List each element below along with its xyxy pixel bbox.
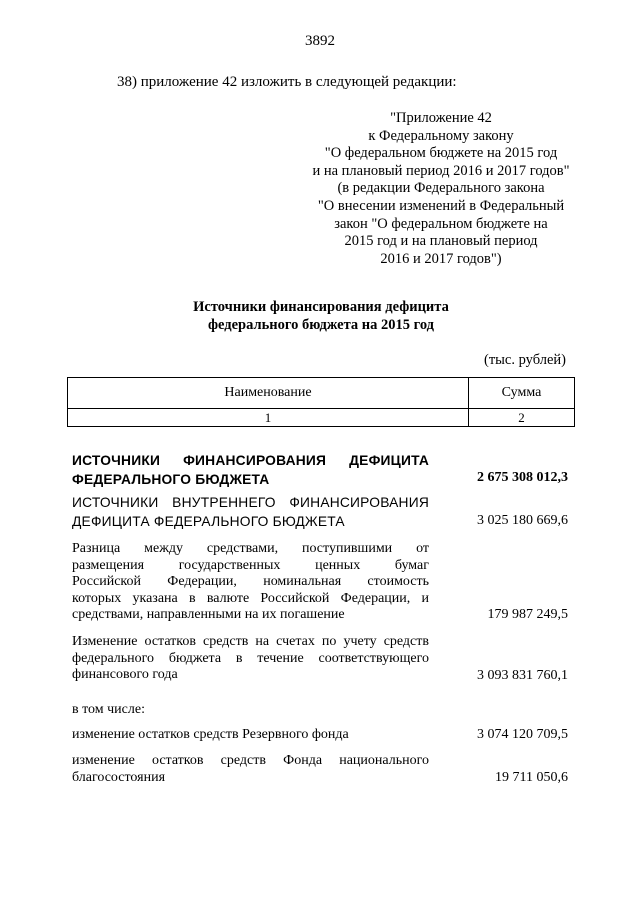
appendix-note (300, 110, 582, 268)
row-amount: 2 675 308 012,3 (477, 470, 568, 485)
appendix-line: и на плановый период 2016 и 2017 годов" (312, 162, 570, 179)
title-line-1: Источники финансирования дефицита (193, 299, 449, 315)
title-line-2: федерального бюджета на 2015 год (207, 316, 434, 333)
units-label: (тыс. рублей) (484, 352, 566, 368)
appendix-line: закон "О федеральном бюджете на (334, 215, 548, 232)
appendix-line: "Приложение 42 (390, 110, 492, 126)
row-name: Изменение остатков средств на счетах по учету средств федерального бюджета в течение соответствующего финансового года (72, 634, 429, 683)
row-amount: 19 711 050,6 (495, 770, 568, 785)
row-name: изменение остатков средств Резервного фонда (72, 727, 349, 742)
column-header-amount: Сумма (469, 378, 575, 409)
row-name: изменение остатков средств Фонда национального благосостояния (72, 753, 429, 785)
row-name: ИСТОЧНИКИ ФИНАНСИРОВАНИЯ ДЕФИЦИТА ФЕДЕРАЛЬНОГО БЮДЖЕТА (72, 453, 429, 487)
appendix-line: (в редакции Федерального закона (337, 180, 545, 197)
appendix-line: "О федеральном бюджете на 2015 год (324, 145, 558, 162)
page-number: 3892 (305, 33, 335, 49)
document-title (130, 299, 512, 335)
appendix-line: "О внесении изменений в Федеральный (317, 197, 565, 214)
appendix-line: к Федеральному закону (368, 127, 514, 144)
row-amount: 3 093 831 760,1 (477, 668, 568, 683)
amendment-intro: 38) приложение 42 изложить в следующей редакции: (117, 74, 457, 90)
row-amount: 3 074 120 709,5 (477, 727, 568, 742)
column-number-2: 2 (469, 409, 575, 427)
appendix-line: 2016 и 2017 годов") (380, 250, 502, 267)
row-name: в том числе: (72, 702, 145, 717)
table-header (67, 377, 575, 427)
row-name: Разница между средствами, поступившими от размещения государственных ценных бумаг Российской Федерации, номинальная стоимость которых указана в валюте Российской Федерации, и средствами, направленными на их погашение (72, 541, 429, 623)
row-amount: 179 987 249,5 (487, 607, 568, 622)
appendix-line: 2015 год и на плановый период (344, 233, 538, 250)
row-name: ИСТОЧНИКИ ВНУТРЕННЕГО ФИНАНСИРОВАНИЯ ДЕФИЦИТА ФЕДЕРАЛЬНОГО БЮДЖЕТА (72, 495, 429, 529)
column-number-1: 1 (68, 409, 469, 427)
column-header-name: Наименование (68, 378, 469, 409)
row-amount: 3 025 180 669,6 (477, 513, 568, 528)
